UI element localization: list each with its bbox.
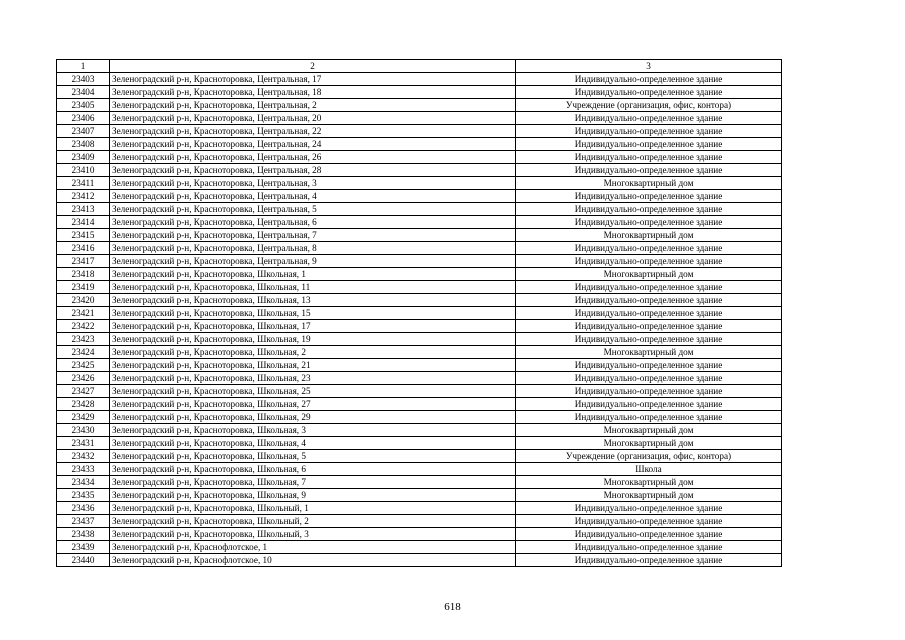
- object-type-cell: Индивидуально-определенное здание: [516, 398, 782, 411]
- row-id-cell: 23419: [57, 281, 110, 294]
- address-cell: Зеленоградский р-н, Красноторовка, Школьная, 19: [110, 333, 516, 346]
- table-row: [57, 281, 782, 294]
- object-type-cell: Многоквартирный дом: [516, 346, 782, 359]
- table-row: [57, 450, 782, 463]
- table-row: [57, 554, 782, 567]
- address-cell: Зеленоградский р-н, Красноторовка, Центральная, 20: [110, 112, 516, 125]
- address-cell: Зеленоградский р-н, Красноторовка, Школьный, 1: [110, 502, 516, 515]
- object-type-cell: Учреждение (организация, офис, контора): [516, 99, 782, 112]
- object-type-cell: Многоквартирный дом: [516, 177, 782, 190]
- column-header: 1: [57, 60, 110, 73]
- table-row: [57, 489, 782, 502]
- address-cell: Зеленоградский р-н, Красноторовка, Центральная, 7: [110, 229, 516, 242]
- object-type-cell: Индивидуально-определенное здание: [516, 294, 782, 307]
- row-id-cell: 23420: [57, 294, 110, 307]
- address-cell: Зеленоградский р-н, Красноторовка, Центральная, 24: [110, 138, 516, 151]
- address-cell: Зеленоградский р-н, Красноторовка, Школьная, 1: [110, 268, 516, 281]
- table-row: [57, 385, 782, 398]
- object-type-cell: Индивидуально-определенное здание: [516, 203, 782, 216]
- address-cell: Зеленоградский р-н, Красноторовка, Школьная, 27: [110, 398, 516, 411]
- row-id-cell: 23413: [57, 203, 110, 216]
- table-row: [57, 151, 782, 164]
- row-id-cell: 23418: [57, 268, 110, 281]
- table-row: [57, 320, 782, 333]
- object-type-cell: Учреждение (организация, офис, контора): [516, 450, 782, 463]
- row-id-cell: 23405: [57, 99, 110, 112]
- row-id-cell: 23438: [57, 528, 110, 541]
- address-cell: Зеленоградский р-н, Красноторовка, Центральная, 3: [110, 177, 516, 190]
- row-id-cell: 23435: [57, 489, 110, 502]
- table-row: [57, 216, 782, 229]
- object-type-cell: Индивидуально-определенное здание: [516, 515, 782, 528]
- table-row: [57, 203, 782, 216]
- address-registry-table: [56, 59, 782, 567]
- object-type-cell: Индивидуально-определенное здание: [516, 125, 782, 138]
- row-id-cell: 23406: [57, 112, 110, 125]
- address-cell: Зеленоградский р-н, Красноторовка, Школьный, 2: [110, 515, 516, 528]
- table-row: [57, 112, 782, 125]
- address-cell: Зеленоградский р-н, Краснофлотское, 1: [110, 541, 516, 554]
- table-body: [57, 60, 782, 567]
- object-type-cell: Индивидуально-определенное здание: [516, 333, 782, 346]
- row-id-cell: 23412: [57, 190, 110, 203]
- row-id-cell: 23404: [57, 86, 110, 99]
- table-row: [57, 333, 782, 346]
- address-cell: Зеленоградский р-н, Красноторовка, Центральная, 28: [110, 164, 516, 177]
- table-row: [57, 502, 782, 515]
- address-cell: Зеленоградский р-н, Красноторовка, Центральная, 26: [110, 151, 516, 164]
- address-cell: Зеленоградский р-н, Красноторовка, Центральная, 17: [110, 73, 516, 86]
- table-row: [57, 515, 782, 528]
- object-type-cell: Индивидуально-определенное здание: [516, 554, 782, 567]
- table-row: [57, 437, 782, 450]
- row-id-cell: 23429: [57, 411, 110, 424]
- row-id-cell: 23425: [57, 359, 110, 372]
- object-type-cell: Индивидуально-определенное здание: [516, 528, 782, 541]
- row-id-cell: 23407: [57, 125, 110, 138]
- object-type-cell: Индивидуально-определенное здание: [516, 385, 782, 398]
- address-cell: Зеленоградский р-н, Красноторовка, Центральная, 9: [110, 255, 516, 268]
- table-row: [57, 268, 782, 281]
- address-cell: Зеленоградский р-н, Красноторовка, Центральная, 2: [110, 99, 516, 112]
- object-type-cell: Индивидуально-определенное здание: [516, 541, 782, 554]
- object-type-cell: Индивидуально-определенное здание: [516, 216, 782, 229]
- row-id-cell: 23436: [57, 502, 110, 515]
- address-cell: Зеленоградский р-н, Красноторовка, Центральная, 8: [110, 242, 516, 255]
- table-row: [57, 294, 782, 307]
- table-row: [57, 476, 782, 489]
- object-type-cell: Индивидуально-определенное здание: [516, 320, 782, 333]
- table-row: [57, 359, 782, 372]
- address-cell: Зеленоградский р-н, Красноторовка, Школьная, 23: [110, 372, 516, 385]
- row-id-cell: 23409: [57, 151, 110, 164]
- row-id-cell: 23434: [57, 476, 110, 489]
- table-row: [57, 398, 782, 411]
- row-id-cell: 23411: [57, 177, 110, 190]
- address-cell: Зеленоградский р-н, Красноторовка, Школьная, 11: [110, 281, 516, 294]
- object-type-cell: Индивидуально-определенное здание: [516, 112, 782, 125]
- address-cell: Зеленоградский р-н, Краснофлотское, 10: [110, 554, 516, 567]
- table-row: [57, 255, 782, 268]
- object-type-cell: Индивидуально-определенное здание: [516, 359, 782, 372]
- table-row: [57, 86, 782, 99]
- table-row: [57, 372, 782, 385]
- table-row: [57, 229, 782, 242]
- table-row: [57, 528, 782, 541]
- row-id-cell: 23427: [57, 385, 110, 398]
- row-id-cell: 23437: [57, 515, 110, 528]
- table-row: [57, 138, 782, 151]
- object-type-cell: Индивидуально-определенное здание: [516, 86, 782, 99]
- address-cell: Зеленоградский р-н, Красноторовка, Школьная, 17: [110, 320, 516, 333]
- table-row: [57, 177, 782, 190]
- object-type-cell: Индивидуально-определенное здание: [516, 242, 782, 255]
- address-cell: Зеленоградский р-н, Красноторовка, Школьная, 9: [110, 489, 516, 502]
- row-id-cell: 23421: [57, 307, 110, 320]
- object-type-cell: Индивидуально-определенное здание: [516, 307, 782, 320]
- row-id-cell: 23410: [57, 164, 110, 177]
- row-id-cell: 23426: [57, 372, 110, 385]
- address-cell: Зеленоградский р-н, Красноторовка, Школьная, 5: [110, 450, 516, 463]
- object-type-cell: Индивидуально-определенное здание: [516, 73, 782, 86]
- table-row: [57, 242, 782, 255]
- object-type-cell: Индивидуально-определенное здание: [516, 151, 782, 164]
- address-cell: Зеленоградский р-н, Красноторовка, Центральная, 18: [110, 86, 516, 99]
- row-id-cell: 23431: [57, 437, 110, 450]
- row-id-cell: 23414: [57, 216, 110, 229]
- object-type-cell: Многоквартирный дом: [516, 268, 782, 281]
- address-cell: Зеленоградский р-н, Красноторовка, Школьная, 15: [110, 307, 516, 320]
- object-type-cell: Индивидуально-определенное здание: [516, 502, 782, 515]
- row-id-cell: 23439: [57, 541, 110, 554]
- row-id-cell: 23422: [57, 320, 110, 333]
- row-id-cell: 23415: [57, 229, 110, 242]
- address-cell: Зеленоградский р-н, Красноторовка, Школьная, 7: [110, 476, 516, 489]
- row-id-cell: 23416: [57, 242, 110, 255]
- address-cell: Зеленоградский р-н, Красноторовка, Центральная, 4: [110, 190, 516, 203]
- column-header: 2: [110, 60, 516, 73]
- table-row: [57, 411, 782, 424]
- object-type-cell: Индивидуально-определенное здание: [516, 281, 782, 294]
- address-cell: Зеленоградский р-н, Красноторовка, Школьный, 3: [110, 528, 516, 541]
- object-type-cell: Многоквартирный дом: [516, 476, 782, 489]
- object-type-cell: Индивидуально-определенное здание: [516, 164, 782, 177]
- row-id-cell: 23430: [57, 424, 110, 437]
- object-type-cell: Школа: [516, 463, 782, 476]
- table-row: [57, 125, 782, 138]
- address-cell: Зеленоградский р-н, Красноторовка, Центральная, 6: [110, 216, 516, 229]
- address-cell: Зеленоградский р-н, Красноторовка, Школьная, 2: [110, 346, 516, 359]
- table-row: [57, 190, 782, 203]
- table-header-row: [57, 60, 782, 73]
- object-type-cell: Многоквартирный дом: [516, 437, 782, 450]
- row-id-cell: 23423: [57, 333, 110, 346]
- page-number: 618: [444, 601, 461, 613]
- table-row: [57, 73, 782, 86]
- table-row: [57, 424, 782, 437]
- table-row: [57, 346, 782, 359]
- object-type-cell: Индивидуально-определенное здание: [516, 411, 782, 424]
- row-id-cell: 23403: [57, 73, 110, 86]
- table-row: [57, 307, 782, 320]
- address-cell: Зеленоградский р-н, Красноторовка, Школьная, 25: [110, 385, 516, 398]
- object-type-cell: Индивидуально-определенное здание: [516, 190, 782, 203]
- column-header: 3: [516, 60, 782, 73]
- row-id-cell: 23433: [57, 463, 110, 476]
- row-id-cell: 23432: [57, 450, 110, 463]
- row-id-cell: 23440: [57, 554, 110, 567]
- object-type-cell: Многоквартирный дом: [516, 489, 782, 502]
- table-row: [57, 463, 782, 476]
- row-id-cell: 23417: [57, 255, 110, 268]
- object-type-cell: Многоквартирный дом: [516, 424, 782, 437]
- address-cell: Зеленоградский р-н, Красноторовка, Школьная, 4: [110, 437, 516, 450]
- object-type-cell: Многоквартирный дом: [516, 229, 782, 242]
- address-cell: Зеленоградский р-н, Красноторовка, Школьная, 13: [110, 294, 516, 307]
- table-row: [57, 541, 782, 554]
- object-type-cell: Индивидуально-определенное здание: [516, 255, 782, 268]
- address-cell: Зеленоградский р-н, Красноторовка, Школьная, 21: [110, 359, 516, 372]
- row-id-cell: 23424: [57, 346, 110, 359]
- object-type-cell: Индивидуально-определенное здание: [516, 138, 782, 151]
- table-row: [57, 164, 782, 177]
- table-row: [57, 99, 782, 112]
- address-cell: Зеленоградский р-н, Красноторовка, Школьная, 6: [110, 463, 516, 476]
- object-type-cell: Индивидуально-определенное здание: [516, 372, 782, 385]
- address-cell: Зеленоградский р-н, Красноторовка, Центральная, 5: [110, 203, 516, 216]
- address-cell: Зеленоградский р-н, Красноторовка, Школьная, 3: [110, 424, 516, 437]
- row-id-cell: 23408: [57, 138, 110, 151]
- row-id-cell: 23428: [57, 398, 110, 411]
- address-cell: Зеленоградский р-н, Красноторовка, Центральная, 22: [110, 125, 516, 138]
- address-cell: Зеленоградский р-н, Красноторовка, Школьная, 29: [110, 411, 516, 424]
